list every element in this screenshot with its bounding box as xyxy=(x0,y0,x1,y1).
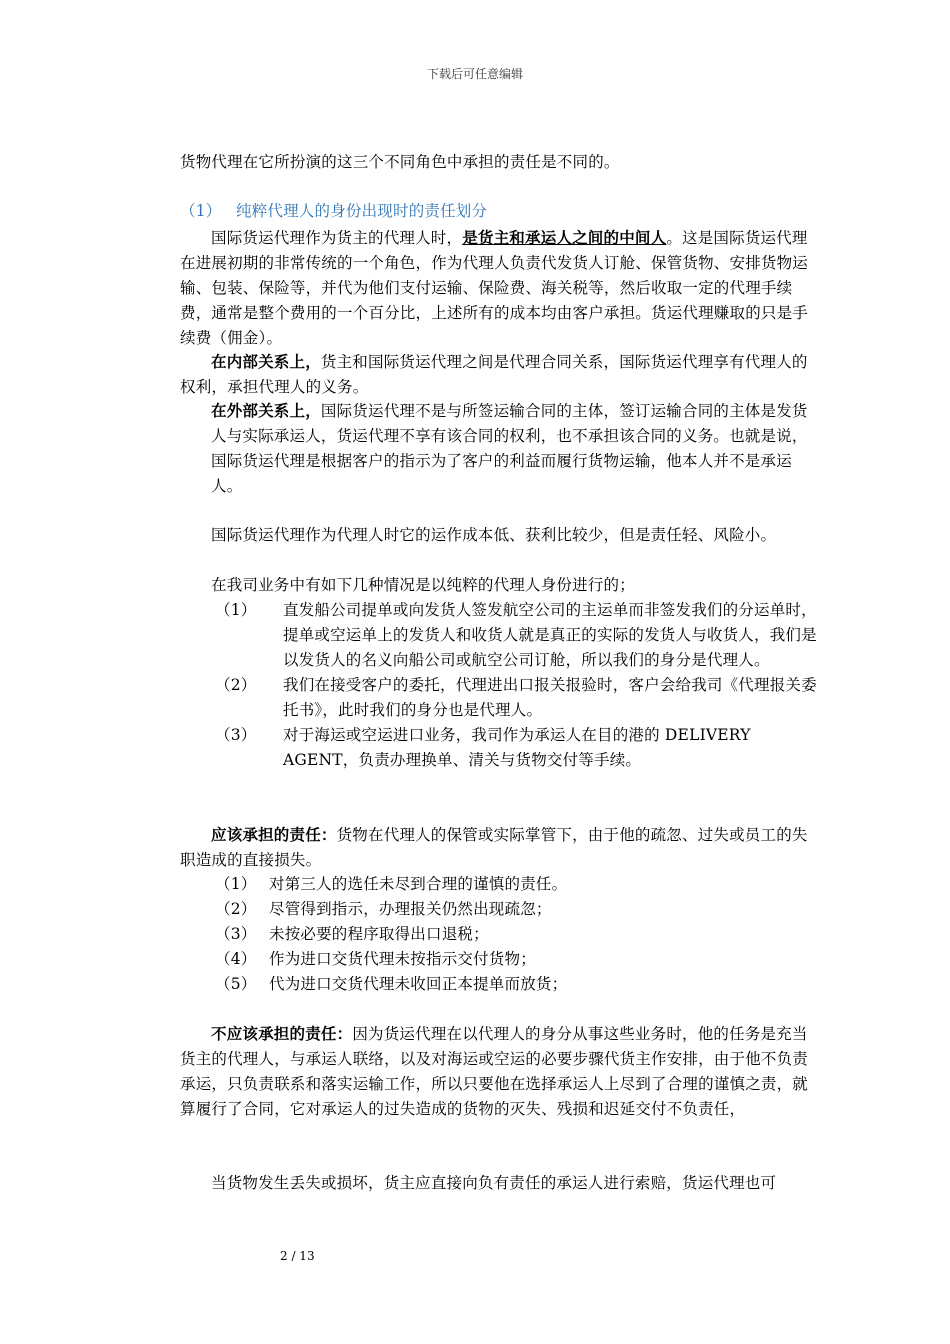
para1-text-a: 国际货运代理作为货主的代理人时， xyxy=(211,229,463,247)
list-text: 对于海运或空运进口业务，我司作为承运人在目的港的 DELIVERY AGENT，负责办理换单、清关与货物交付等手续。 xyxy=(283,726,751,769)
list-text: 我们在接受客户的委托，代理进出口报关报验时，客户会给我司《代理报关委托书》，此时我们的身分也是代理人。 xyxy=(283,676,817,719)
section-title: 纯粹代理人的身份出现时的责任划分 xyxy=(236,202,488,220)
para3-text: 国际货运代理不是与所签运输合同的主体，签订运输合同的主体是发货人与实际承运人，货运代理不享有该合同的权利，也不承担该合同的义务。也就是说，国际货运代理是根据客户的指示为了客户的利益而履行货物运输，他本人并不是承运人。 xyxy=(211,402,808,495)
para1-underlined: 是货主和承运人之间的中间人 xyxy=(462,228,667,247)
paragraph-should-not-bear xyxy=(180,1021,820,1122)
para2-bold: 在内部关系上， xyxy=(211,352,321,371)
paragraph-cases-intro: 在我司业务中有如下几种情况是以纯粹的代理人身份进行的； xyxy=(211,576,635,594)
list-item xyxy=(215,922,821,947)
list-text: 直发船公司提单或向发货人签发航空公司的主运单而非签发我们的分运单时，提单或空运单上的发货人和收货人就是真正的实际的发货人与收货人，我们是以发货人的名义向船公司或航空公司订舱，所以我们的身分是代理人。 xyxy=(283,601,817,669)
para1-text-c: 。这是国际货运代理在进展初期的非常传统的一个角色，作为代理人负责代发货人订舱、保管货物、安排货物运输、包装、保险等，并代为他们支付运输、保险费、海关税等，然后收取一定的代理手续费，通常是整个费用的一个百分比，上述所有的成本均由客户承担。货运代理赚取的只是手续费（佣金）。 xyxy=(180,229,809,347)
section-number: （1） xyxy=(180,202,222,220)
list-item xyxy=(215,598,821,673)
list-number: （5） xyxy=(215,975,257,993)
list-text: 对第三人的选任未尽到合理的谨慎的责任。 xyxy=(269,875,568,893)
list-number: （1） xyxy=(215,601,257,619)
should-bold: 应该承担的责任： xyxy=(211,825,337,844)
paragraph-internal-relation xyxy=(180,349,820,400)
list-item xyxy=(215,673,821,723)
paragraph-cost-risk: 国际货运代理作为代理人时它的运作成本低、获利比较少，但是责任轻、风险小。 xyxy=(211,526,777,544)
list-item xyxy=(215,972,821,997)
list-number: （1） xyxy=(215,875,257,893)
list-text: 尽管得到指示，办理报关仍然出现疏忽； xyxy=(269,900,552,918)
para2-text: 货主和国际货运代理之间是代理合同关系，国际货运代理享有代理人的权利，承担代理人的义务。 xyxy=(180,353,808,396)
list-item xyxy=(215,897,821,922)
shouldnot-text: 因为货运代理在以代理人的身分从事这些业务时，他的任务是充当货主的代理人，与承运人联络，以及对海运或空运的必要步骤代货主作安排，由于他不负责承运，只负责联系和落实运输工作，所以只要他在选择承运人上尽到了合理的谨慎之责，就算履行了合同，它对承运人的过失造成的货物的灭失、残损和迟延交付不负责任， xyxy=(180,1025,809,1118)
shouldnot-bold: 不应该承担的责任： xyxy=(211,1024,353,1043)
section-heading xyxy=(180,199,820,224)
list-item xyxy=(215,872,821,897)
should-text: 货物在代理人的保管或实际掌管下，由于他的疏忽、过失或员工的失职造成的直接损失。 xyxy=(180,826,808,869)
list-number: （3） xyxy=(215,925,257,943)
page-header: 下载后可任意编辑 xyxy=(426,67,523,81)
paragraph-should-bear xyxy=(180,822,820,873)
list-item xyxy=(215,723,821,773)
list-number: （3） xyxy=(215,726,257,744)
paragraph-external-relation xyxy=(211,398,821,499)
page-number: 2 / 13 xyxy=(280,1249,315,1263)
list-number: （2） xyxy=(215,900,257,918)
para3-bold: 在外部关系上， xyxy=(211,401,321,420)
list-number: （2） xyxy=(215,676,257,694)
should-list xyxy=(215,872,821,997)
list-item xyxy=(215,947,821,972)
paragraph-claims: 当货物发生丢失或损坏，货主应直接向负有责任的承运人进行索赔，货运代理也可 xyxy=(211,1174,777,1192)
cases-list xyxy=(215,598,821,773)
list-text: 作为进口交货代理未按指示交付货物； xyxy=(269,950,536,968)
list-number: （4） xyxy=(215,950,257,968)
list-text: 代为进口交货代理未收回正本提单而放货； xyxy=(269,975,568,993)
list-text: 未按必要的程序取得出口退税； xyxy=(269,925,489,943)
paragraph-agent-role xyxy=(180,225,820,351)
intro-paragraph: 货物代理在它所扮演的这三个不同角色中承担的责任是不同的。 xyxy=(180,153,620,171)
